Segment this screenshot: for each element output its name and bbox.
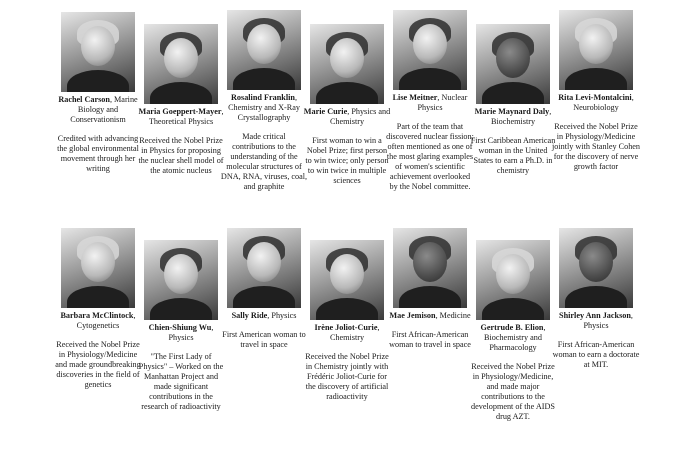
scientist-card [552, 228, 640, 370]
name-line: Gertrude B. Elion, Biochemistry and Pharmacology [480, 323, 546, 352]
name-line: Barbara McClintock, Cytogenetics [60, 311, 136, 330]
scientist-name: Marie Curie [303, 107, 348, 116]
scientist-card [469, 24, 557, 176]
scientist-description: First African-American woman to travel in space [389, 330, 471, 349]
portrait-photo [227, 10, 301, 90]
name-line: Rachel Carson, Marine Biology and Conservationism [58, 95, 138, 124]
scientist-field: Cytogenetics [76, 321, 120, 330]
scientist-name: Maria Goeppert-Mayer [138, 107, 222, 116]
scientist-card [303, 24, 391, 186]
scientist-name: Chien-Shiung Wu [148, 323, 212, 332]
name-line: Chien-Shiung Wu, Physics [148, 323, 214, 342]
scientist-card [137, 240, 225, 412]
name-line: Sally Ride, Physics [231, 311, 297, 320]
scientist-description: "The First Lady of Physics" – Worked on the Manhattan Project and made significant contributions in the research of radioactivity [138, 352, 224, 411]
scientist-description: Received the Nobel Prize in Physiology/Medicine, and made major contributions to the development of the AIDS drug AZT. [471, 362, 555, 421]
scientist-card [386, 228, 474, 350]
scientist-name: Rosalind Franklin [231, 93, 295, 102]
portrait-photo [476, 240, 550, 320]
scientist-field: Chemistry and X-Ray Crystallography [228, 103, 300, 122]
scientist-field: Physics [271, 311, 297, 320]
scientist-card [54, 228, 142, 390]
name-line: Lise Meitner, Nuclear Physics [392, 93, 468, 112]
portrait-photo [144, 240, 218, 320]
scientist-description: First woman to win a Nobel Prize; first person to win twice; only person to win twice in multiple sciences [305, 136, 389, 185]
scientist-description: Credited with advancing the global environmental movement through her writing [57, 134, 139, 173]
portrait-photo [559, 228, 633, 308]
scientist-name: Irène Joliot-Curie [314, 323, 378, 332]
name-line: Marie Curie, Physics and Chemistry [303, 107, 391, 126]
scientist-name: Mae Jemison [389, 311, 436, 320]
scientist-field: Physics [583, 321, 609, 330]
scientist-card [303, 240, 391, 402]
portrait-photo [310, 240, 384, 320]
scientist-description: Part of the team that discovered nuclear fission; often mentioned as one of the most glaring examples of women's scientific achievement overlooked by the Nobel committee. [386, 122, 474, 191]
scientist-field: Chemistry [329, 333, 365, 342]
scientist-card [469, 240, 557, 422]
scientist-name: Barbara McClintock [60, 311, 134, 320]
name-line: Rita Levi-Montalcini, Neurobiology [558, 93, 634, 112]
scientist-description: First Caribbean American woman in the United States to earn a Ph.D. in chemistry [470, 136, 556, 175]
portrait-photo [476, 24, 550, 104]
scientist-name: Sally Ride [231, 311, 268, 320]
scientist-field: Marine Biology and Conservationism [70, 95, 138, 124]
scientist-field: Physics and Chemistry [329, 107, 391, 126]
portrait-photo [559, 10, 633, 90]
scientist-description: Received the Nobel Prize in Physics for proposing the nuclear shell model of the atomic nucleus [138, 136, 224, 175]
scientist-description: First African-American woman to earn a doctorate at MIT. [552, 340, 640, 369]
scientist-card [220, 10, 308, 192]
scientist-description: Received the Nobel Prize in Physiology/Medicine and made groundbreaking discoveries in the field of genetics [55, 340, 141, 389]
portrait-photo [144, 24, 218, 104]
scientist-field: Nuclear Physics [417, 93, 468, 112]
name-line: Maria Goeppert-Mayer, Theoretical Physics [138, 107, 224, 126]
scientist-name: Rachel Carson [58, 95, 110, 104]
scientist-field: Biochemistry and Pharmacology [484, 333, 542, 352]
scientist-field: Theoretical Physics [148, 117, 214, 126]
scientist-field: Neurobiology [573, 103, 619, 112]
scientist-card [220, 228, 308, 350]
scientist-name: Rita Levi-Montalcini [558, 93, 632, 102]
portrait-photo [61, 228, 135, 308]
scientist-card [552, 10, 640, 172]
scientist-field: Biochemistry [490, 117, 536, 126]
scientist-name: Marie Maynard Daly [474, 107, 550, 116]
scientist-description: First American woman to travel in space [222, 330, 306, 349]
name-line: Mae Jemison, Medicine [389, 311, 471, 320]
name-line: Marie Maynard Daly, Biochemistry [474, 107, 552, 126]
portrait-photo [227, 228, 301, 308]
name-line: Shirley Ann Jackson, Physics [559, 311, 633, 330]
scientist-field: Medicine [439, 311, 471, 320]
scientist-card [137, 24, 225, 176]
scientist-description: Made critical contributions to the understanding of the molecular structures of DNA, RNA, viruses, coal, and graphite [220, 132, 308, 191]
scientist-name: Gertrude B. Elion [480, 323, 544, 332]
name-line: Irène Joliot-Curie, Chemistry [314, 323, 380, 342]
scientist-name: Shirley Ann Jackson [559, 311, 631, 320]
portrait-photo [393, 10, 467, 90]
portrait-photo [310, 24, 384, 104]
scientist-description: Received the Nobel Prize in Physiology/Medicine jointly with Stanley Cohen for the discovery of nerve growth factor [552, 122, 641, 171]
scientist-description: Received the Nobel Prize in Chemistry jointly with Frédéric Joliot-Curie for the discovery of artificial radioactivity [305, 352, 389, 401]
scientist-name: Lise Meitner [392, 93, 438, 102]
name-line: Rosalind Franklin, Chemistry and X-Ray Crystallography [228, 93, 300, 122]
scientist-field: Physics [168, 333, 194, 342]
scientist-card [386, 10, 474, 192]
portrait-photo [61, 12, 135, 92]
scientist-card [54, 12, 142, 174]
portrait-photo [393, 228, 467, 308]
